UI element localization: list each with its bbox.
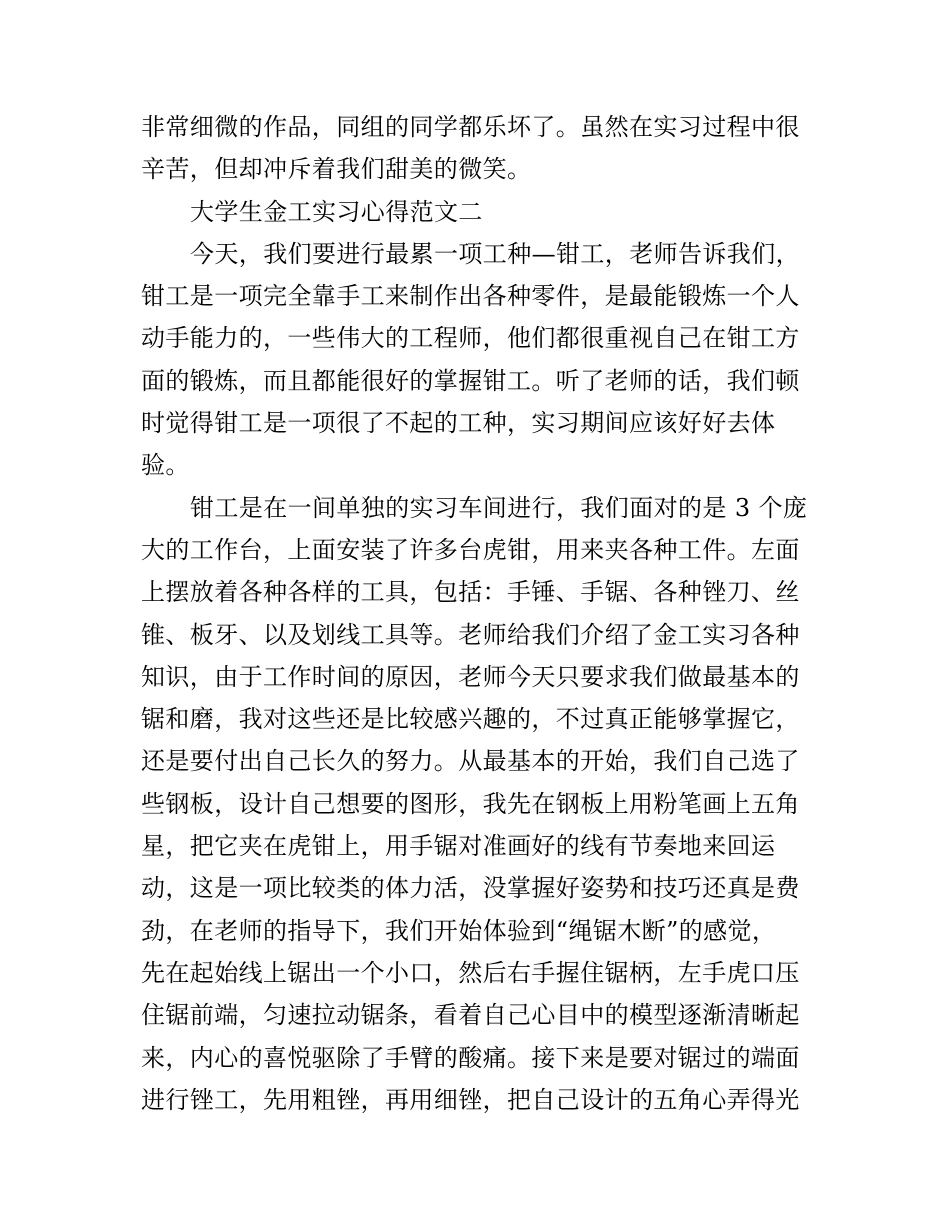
text-line: 动，这是一项比较类的体力活，没掌握好姿势和技巧还真是费 bbox=[141, 874, 800, 903]
text-line: 面的锻炼，而且都能很好的掌握钳工。听了老师的话，我们顿 bbox=[141, 366, 800, 395]
document-body bbox=[141, 106, 821, 1121]
text-line: 辛苦，但却冲斥着我们甜美的微笑。 bbox=[141, 155, 532, 184]
section-heading: 大学生金工实习心得范文二 bbox=[190, 197, 483, 226]
text-line: 非常细微的作品，同组的同学都乐坏了。虽然在实习过程中很 bbox=[141, 113, 800, 141]
text-line: 住锯前端，匀速拉动锯条，看着自己心目中的模型逐渐清晰起 bbox=[141, 1001, 800, 1030]
text-line: 还是要付出自己长久的努力。从最基本的开始，我们自己选了 bbox=[141, 747, 800, 776]
text-line: 星，把它夹在虎钳上，用手锯对准画好的线有节奏地来回运 bbox=[141, 832, 776, 861]
section-title bbox=[141, 191, 821, 233]
text-line: 些钢板，设计自己想要的图形，我先在钢板上用粉笔画上五角 bbox=[141, 789, 800, 818]
text-line: 先在起始线上锯出一个小口，然后右手握住锯柄，左手虎口压 bbox=[141, 958, 800, 987]
text-line: 验。 bbox=[141, 451, 190, 480]
text-line: 钳工是一项完全靠手工来制作出各种零件，是最能锻炼一个人 bbox=[141, 282, 800, 311]
text-line: 钳工是在一间单独的实习车间进行，我们面对的是 3 个庞 bbox=[190, 493, 808, 522]
text-line: 劲，在老师的指导下，我们开始体验到“绳锯木断”的感觉， bbox=[141, 916, 777, 945]
text-line: 今天，我们要进行最累一项工种—钳工，老师告诉我们， bbox=[190, 239, 800, 268]
text-line: 上摆放着各种各样的工具，包括：手锤、手锯、各种锉刀、丝 bbox=[141, 578, 800, 607]
text-line: 锥、板牙、以及划线工具等。老师给我们介绍了金工实习各种 bbox=[141, 620, 800, 649]
paragraph-1 bbox=[141, 233, 821, 487]
text-line: 来，内心的喜悦驱除了手臂的酸痛。接下来是要对锯过的端面 bbox=[141, 1043, 800, 1072]
paragraph-continuation bbox=[141, 106, 821, 191]
text-line: 大的工作台，上面安装了许多台虎钳，用来夹各种工件。左面 bbox=[141, 535, 800, 564]
text-line: 知识，由于工作时间的原因，老师今天只要求我们做最基本的 bbox=[141, 662, 800, 691]
text-line: 进行锉工，先用粗锉，再用细锉，把自己设计的五角心弄得光 bbox=[141, 1085, 800, 1114]
text-line: 动手能力的，一些伟大的工程师，他们都很重视自己在钳工方 bbox=[141, 324, 800, 353]
text-line: 时觉得钳工是一项很了不起的工种，实习期间应该好好去体 bbox=[141, 409, 776, 438]
paragraph-2 bbox=[141, 487, 821, 1121]
text-line: 锯和磨，我对这些还是比较感兴趣的，不过真正能够掌握它， bbox=[141, 705, 800, 734]
